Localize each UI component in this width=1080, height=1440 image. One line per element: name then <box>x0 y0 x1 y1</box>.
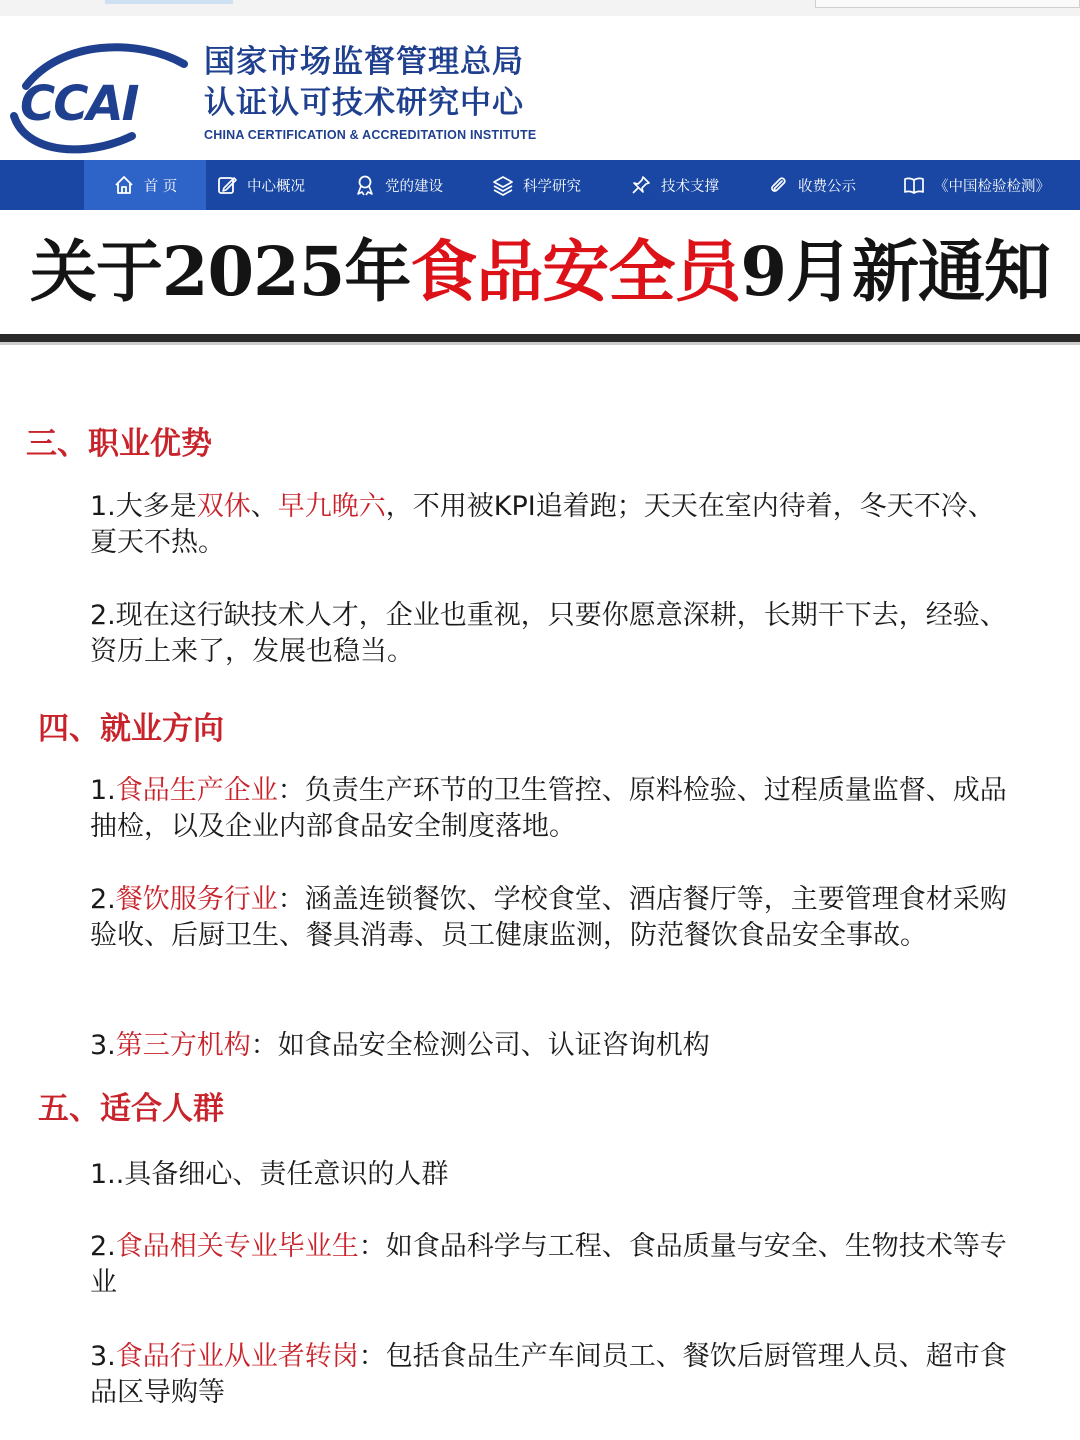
nav-item-home[interactable] <box>84 160 206 210</box>
employment-item-2 <box>90 882 1020 954</box>
nav-label-support: 技术支撑 <box>661 178 719 195</box>
page-title <box>0 222 1080 322</box>
site-header <box>0 16 1080 160</box>
nav-item-fees[interactable] <box>767 160 856 210</box>
item-highlight: 餐饮服务行业 <box>115 884 278 915</box>
title-part-1: 关于2025年 <box>29 232 411 311</box>
nav-item-research[interactable] <box>492 160 581 210</box>
ccai-logo[interactable] <box>6 36 190 158</box>
section-title-employment: 四、就业方向 <box>38 711 224 747</box>
nav-label-party: 党的建设 <box>385 178 443 195</box>
title-part-2: 食品安全员 <box>410 232 741 311</box>
audience-item-1: 1..具备细心、责任意识的人群 <box>90 1159 449 1190</box>
item-text: ：负责生产环节的卫生管控、原料检验、过程质量监督、成品抽检，以及企业内部食品安全制度落地。 <box>90 775 1007 842</box>
item-number: 2. <box>90 884 116 915</box>
browser-tab-indicator[interactable] <box>105 0 233 4</box>
section-title-advantages: 三、职业优势 <box>26 426 212 462</box>
nav-label-research: 科学研究 <box>523 178 581 195</box>
section-title-audience: 五、适合人群 <box>38 1091 224 1127</box>
item-number: 3. <box>90 1341 116 1372</box>
advantage-item-1 <box>90 489 1020 561</box>
employment-item-1 <box>90 773 1020 845</box>
nav-item-support[interactable] <box>630 160 719 210</box>
home-icon <box>113 174 135 196</box>
award-icon <box>354 174 376 196</box>
nav-label-journal: 《中国检验检测》 <box>934 178 1050 195</box>
browser-search-box[interactable] <box>815 0 1080 8</box>
item-highlight: 第三方机构 <box>115 1030 251 1061</box>
advantage-item-2: 2.现在这行缺技术人才，企业也重视，只要你愿意深耕，长期干下去，经验、资历上来了，发展也稳当。 <box>90 600 1007 667</box>
org-name-block <box>204 42 536 142</box>
layers-icon <box>492 174 514 196</box>
employment-item-3 <box>90 1028 1020 1064</box>
item-number: 2. <box>90 1231 116 1262</box>
org-name-line2: 认证认可技术研究中心 <box>204 85 524 121</box>
audience-item-3 <box>90 1339 1020 1411</box>
item-highlight: 食品相关专业毕业生 <box>115 1231 359 1262</box>
edit-icon <box>216 174 238 196</box>
nav-item-journal[interactable] <box>903 160 1050 210</box>
main-nav <box>0 160 1080 210</box>
item-text: ：涵盖连锁餐饮、学校食堂、酒店餐厅等，主要管理食材采购验收、后厨卫生、餐具消毒、员工健康监测，防范餐饮食品安全事故。 <box>90 884 1007 951</box>
title-divider <box>0 334 1080 342</box>
title-divider-shadow <box>0 342 1080 345</box>
item-text: 1.大多是 <box>90 491 197 522</box>
title-part-3: 9月新通知 <box>740 232 1051 311</box>
item-text: ：包括食品生产车间员工、餐饮后厨管理人员、超市食品区导购等 <box>90 1341 1007 1408</box>
book-icon <box>903 174 925 196</box>
item-number: 3. <box>90 1030 116 1061</box>
item-highlight: 双休 <box>196 491 251 522</box>
nav-label-home: 首 页 <box>143 178 178 195</box>
nav-label-fees: 收费公示 <box>798 178 856 195</box>
audience-item-2 <box>90 1229 1020 1301</box>
item-number: 1. <box>90 775 116 806</box>
logo-text: CCAI <box>20 76 138 132</box>
item-highlight: 食品生产企业 <box>115 775 278 806</box>
pin-icon <box>630 174 652 196</box>
item-text: 、 <box>250 491 278 522</box>
item-text: ：如食品科学与工程、食品质量与安全、生物技术等专业 <box>90 1231 1007 1298</box>
item-highlight: 早九晚六 <box>277 491 386 522</box>
org-name-english: CHINA CERTIFICATION & ACCREDITATION INSTITUTE <box>204 128 537 142</box>
paperclip-icon <box>767 174 789 196</box>
nav-item-party[interactable] <box>354 160 443 210</box>
item-text: ：如食品安全检测公司、认证咨询机构 <box>250 1030 710 1061</box>
nav-label-overview: 中心概况 <box>247 178 305 195</box>
item-text: ，不用被KPI追着跑；天天在室内待着，冬天不冷、夏天不热。 <box>90 491 995 558</box>
item-highlight: 食品行业从业者转岗 <box>115 1341 359 1372</box>
org-name-line1: 国家市场监督管理总局 <box>204 44 524 80</box>
browser-top-strip <box>0 0 1080 16</box>
nav-item-overview[interactable] <box>216 160 305 210</box>
